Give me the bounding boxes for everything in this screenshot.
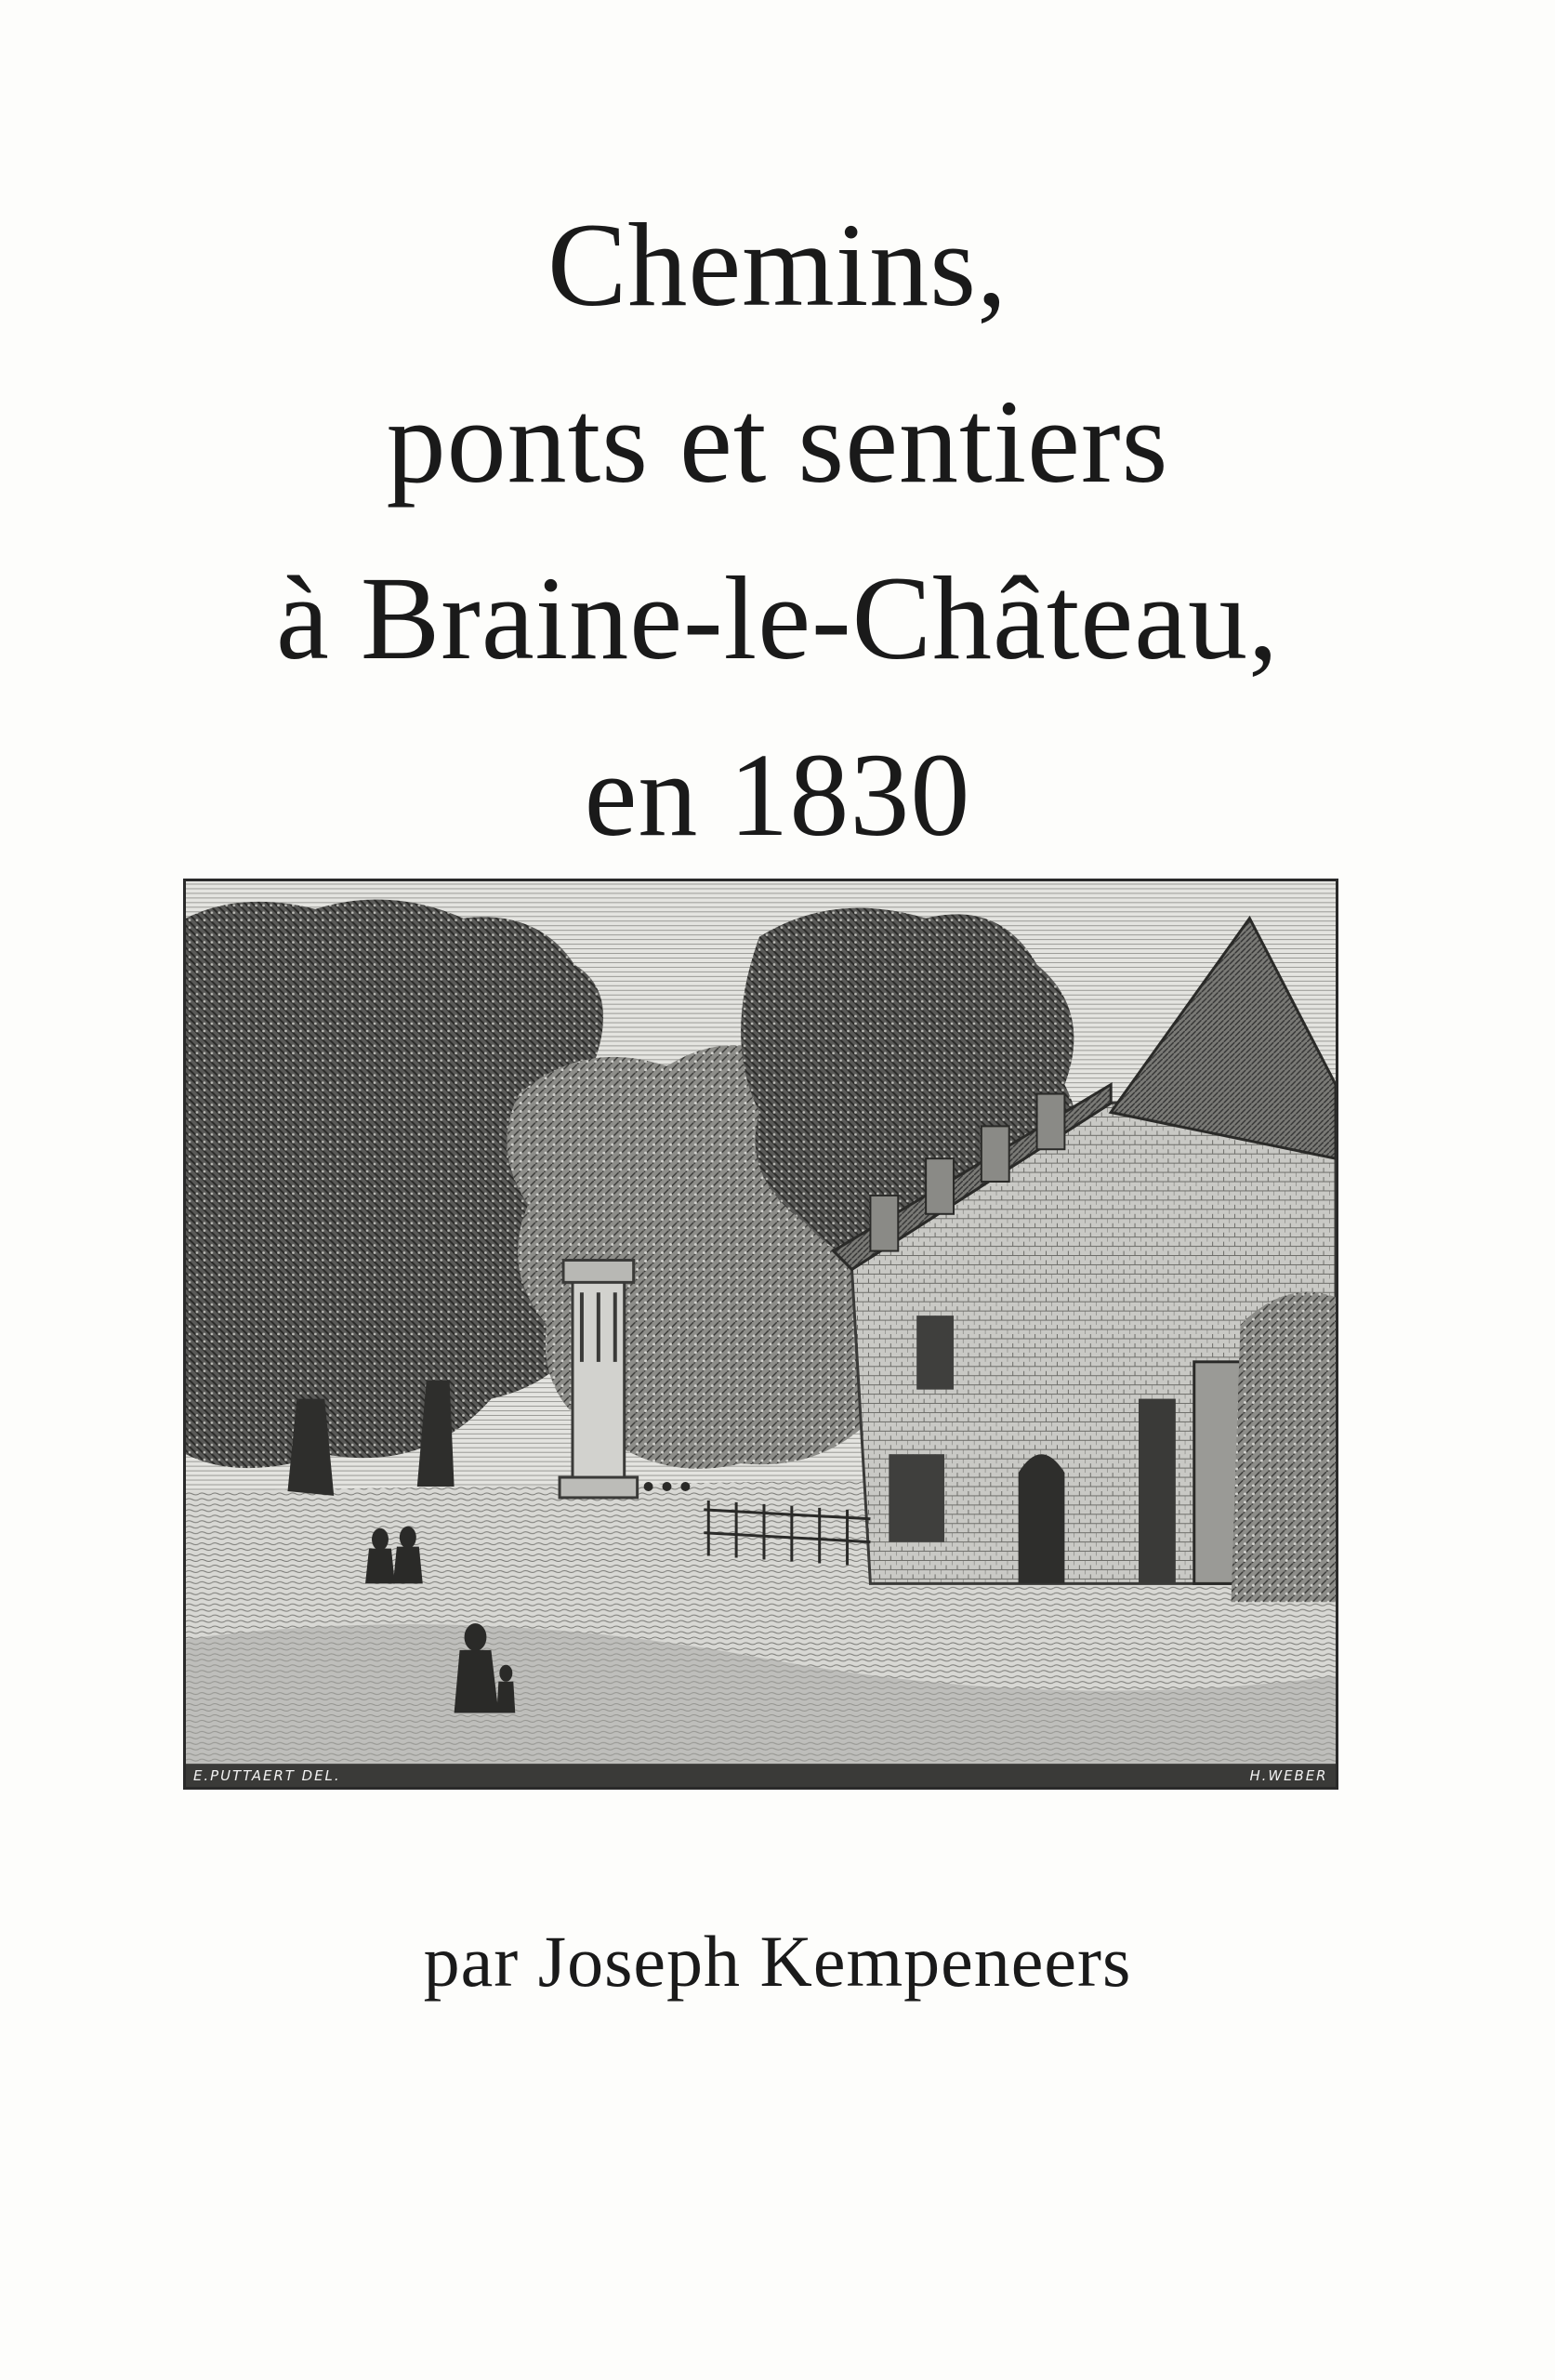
signature-strip — [186, 1764, 1336, 1787]
house-door-arch — [1019, 1454, 1065, 1583]
cover-engraving — [183, 879, 1338, 1790]
engraver-signature-right: H.WEBER — [1249, 1767, 1328, 1785]
title-line-3: à Braine-le-Château, — [276, 552, 1279, 684]
title-line-4: en 1830 — [584, 729, 971, 861]
title-line-1: Chemins, — [547, 199, 1008, 331]
ivy-wall — [1232, 1292, 1336, 1603]
book-title — [0, 177, 1555, 883]
title-line-2: ponts et sentiers — [386, 376, 1169, 508]
author-line: par Joseph Kempeneers — [423, 1921, 1132, 2002]
monument-column — [560, 1260, 638, 1497]
engraving-illustration — [186, 881, 1336, 1787]
engraver-signature-left: E.PUTTAERT DEL. — [192, 1767, 341, 1785]
